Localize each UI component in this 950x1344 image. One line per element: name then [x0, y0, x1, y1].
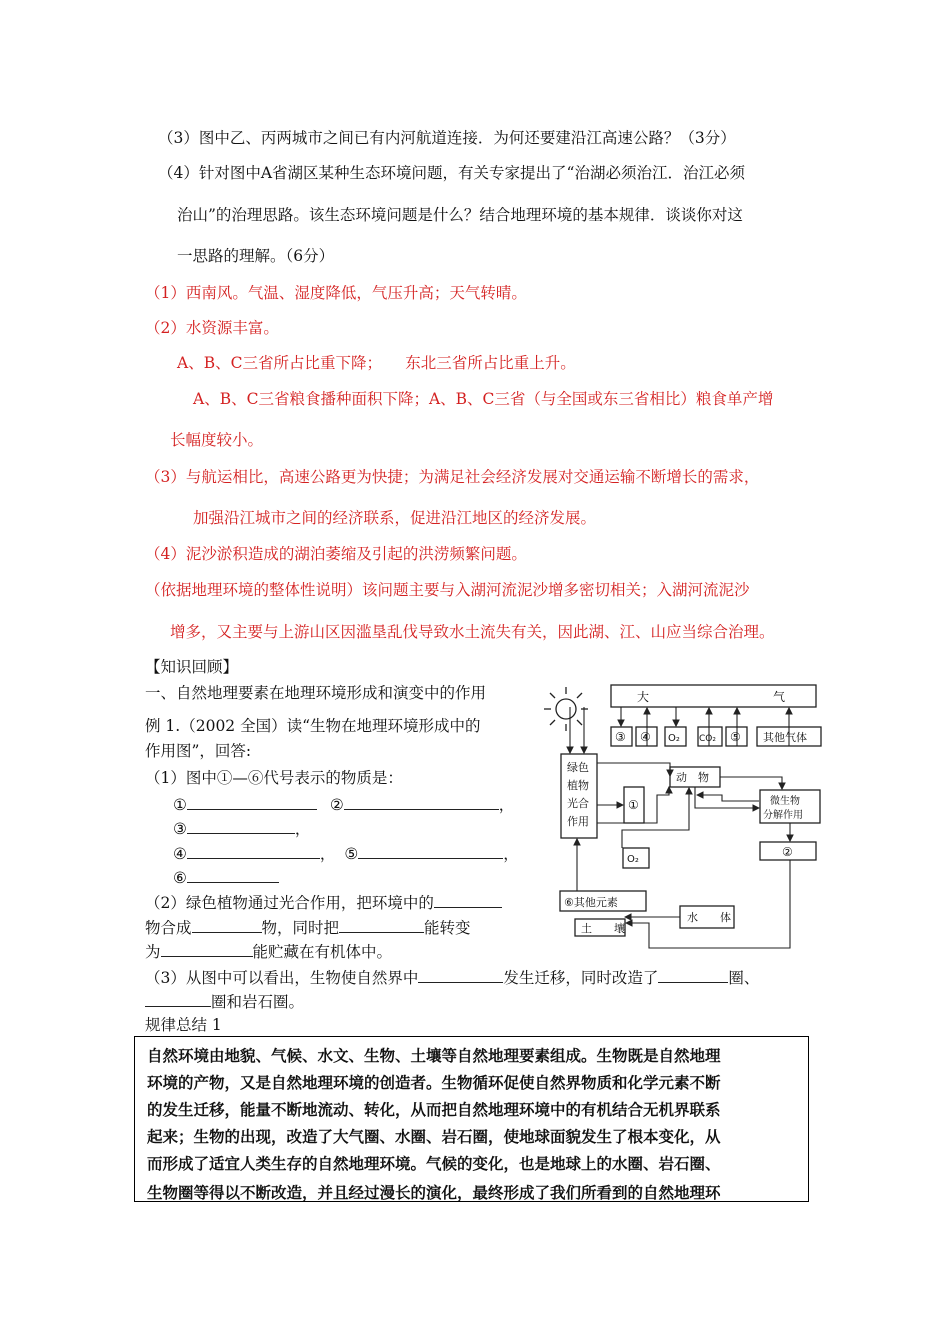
- label-b1: ①: [628, 798, 639, 812]
- answer-2: （2）水资源丰富。: [145, 319, 279, 337]
- q2-text-c2: 能贮藏在有机体中。: [252, 943, 393, 961]
- sub-question-3a: [145, 967, 759, 988]
- label-c6: ⑥: [173, 869, 187, 887]
- label-c3: ③: [173, 820, 187, 838]
- sub-question-2a: [145, 892, 502, 913]
- question-4-line1: （4）针对图中A省湖区某种生态环境问题，有关专家提出了“治湖必须治江．治江必须: [158, 164, 745, 182]
- summary-line: 生物圈等得以不断改造，并且经过漫长的演化，最终形成了我们所看到的自然地理环: [147, 1183, 721, 1202]
- summary-line: 环境的产物，又是自然地理环境的创造者。生物循环促使自然界物质和化学元素不断: [147, 1073, 721, 1092]
- blank-1[interactable]: [187, 794, 317, 810]
- answer-2b: A、B、C三省所占比重下降； 东北三省所占比重上升。: [177, 354, 576, 372]
- answer-4c: 增多，又主要与上游山区因滥垦乱伐导致水土流失有关，因此湖、江、山应当综合治理。: [170, 623, 775, 641]
- comma: ，: [503, 845, 519, 863]
- blank-4[interactable]: [187, 843, 320, 859]
- comma: ，: [498, 796, 515, 814]
- blank-9[interactable]: [339, 917, 424, 933]
- label-c4: ④: [173, 845, 187, 863]
- rule-summary-label: 规律总结 1: [145, 1016, 222, 1034]
- label-water: 水 体: [687, 911, 731, 924]
- blank-5[interactable]: [358, 843, 503, 859]
- label-c5: ⑤: [344, 845, 359, 863]
- label-b5: ⑤: [730, 730, 741, 744]
- label-atm2: 气: [773, 690, 786, 704]
- label-co2: CO₂: [699, 734, 716, 744]
- q2-text-b3: 能转变: [424, 919, 471, 937]
- label-plant: 绿色: [567, 761, 589, 774]
- q2-text-b2: 物，同时把: [261, 919, 340, 937]
- review-heading: 【知识回顾】: [145, 658, 239, 676]
- fill-line-2: [173, 818, 310, 839]
- label-c2: ②: [329, 796, 344, 814]
- answer-4b: （依据地理环境的整体性说明）该问题主要与入湖河流泥沙增多密切相关；入湖河流泥沙: [145, 581, 750, 599]
- answer-2d: 长幅度较小。: [170, 431, 264, 449]
- fill-line-1: [173, 794, 514, 815]
- label-o2: O₂: [668, 733, 680, 744]
- example-line1: 例 1.（2002 全国）读“生物在地理环境形成中的: [145, 717, 481, 735]
- summary-line: 起来；生物的出现，改造了大气圈、水圈、岩石圈，使地球面貌发生了根本变化，从: [147, 1127, 721, 1146]
- summary-line: 的发生迁移，能量不断地流动、转化，从而把自然地理环境中的有机结合无机界联系: [147, 1100, 721, 1119]
- sub-question-1: （1）图中①—⑥代号表示的物质是：: [145, 769, 403, 787]
- example-line2: 作用图”，回答:: [145, 742, 252, 760]
- blank-11[interactable]: [418, 967, 503, 983]
- fill-line-3: [173, 843, 519, 864]
- answer-2c: A、B、C三省粮食播种面积下降；A、B、C三省（与全国或东三省相比）粮食单产增: [193, 390, 774, 408]
- comma: ，: [294, 820, 311, 838]
- label-micro: 分解作用: [763, 810, 803, 821]
- label-atm1: 大: [637, 690, 650, 704]
- label-micro: 微生物: [770, 796, 800, 807]
- blank-10[interactable]: [161, 941, 253, 957]
- q2-text-b1: 物合成: [145, 919, 192, 937]
- comma: ，: [319, 845, 336, 863]
- blank-2[interactable]: [344, 794, 499, 810]
- q3-text-b: 发生迁移，同时改造了: [503, 969, 659, 987]
- answer-1: （1）西南风。气温、湿度降低，气压升高；天气转晴。: [145, 284, 527, 302]
- question-4-line2: 治山”的治理思路。该生态环境问题是什么？结合地理环境的基本规律．谈谈你对这: [177, 206, 743, 224]
- summary-line: 自然环境由地貌、气候、水文、生物、土壤等自然地理要素组成。生物既是自然地理: [147, 1046, 721, 1065]
- label-animal: 动 物: [676, 771, 709, 784]
- label-other-elements: ⑥其他元素: [564, 896, 618, 909]
- sub-question-2b: [145, 917, 471, 938]
- summary-box: [134, 1036, 809, 1202]
- label-plant: 植物: [567, 779, 589, 792]
- sun-icon: [544, 687, 588, 731]
- summary-line: 而形成了适宜人类生存的自然地理环境。气候的变化，也是地球上的水圈、岩石圈、: [147, 1154, 721, 1173]
- blank-7[interactable]: [434, 892, 502, 908]
- section-1-title: 一、自然地理要素在地理环境形成和演变中的作用: [145, 684, 487, 702]
- blank-3[interactable]: [187, 818, 295, 834]
- biology-role-diagram: [537, 683, 827, 953]
- blank-13[interactable]: [145, 991, 211, 1007]
- q3-text-a: （3）从图中可以看出，生物使自然界中: [145, 969, 419, 987]
- sub-question-3b: [145, 991, 304, 1012]
- blank-6[interactable]: [187, 867, 279, 883]
- question-4-line3: 一思路的理解。（6分）: [177, 247, 335, 265]
- q3-text-d: 圈和岩石圈。: [211, 993, 305, 1011]
- fill-line-4: [173, 867, 279, 888]
- label-c1: ①: [173, 796, 187, 814]
- label-b4: ④: [640, 730, 651, 744]
- label-soil: 土 壤: [581, 922, 625, 935]
- blank-12[interactable]: [658, 967, 728, 983]
- q2-text-a: （2）绿色植物通过光合作用，把环境中的: [145, 894, 434, 912]
- label-b3: ③: [615, 730, 626, 744]
- answer-3b: 加强沿江城市之间的经济联系，促进沿江地区的经济发展。: [193, 509, 597, 527]
- answer-3: （3）与航运相比，高速公路更为快捷；为满足社会经济发展对交通运输不断增长的需求，: [145, 468, 760, 486]
- label-other-gas: 其他气体: [763, 731, 807, 744]
- question-3: （3）图中乙、丙两城市之间已有内河航道连接．为何还要建沿江高速公路？（3分）: [158, 129, 736, 147]
- label-o2-bottom: O₂: [627, 854, 639, 865]
- q2-text-c1: 为: [145, 943, 161, 961]
- label-b2: ②: [782, 845, 793, 859]
- blank-8[interactable]: [192, 917, 262, 933]
- answer-4: （4）泥沙淤积造成的湖泊萎缩及引起的洪涝频繁问题。: [145, 545, 527, 563]
- label-plant: 光合: [567, 797, 589, 810]
- label-plant: 作用: [567, 815, 589, 828]
- sub-question-2c: [145, 941, 392, 962]
- q3-text-c: 圈、: [728, 969, 760, 987]
